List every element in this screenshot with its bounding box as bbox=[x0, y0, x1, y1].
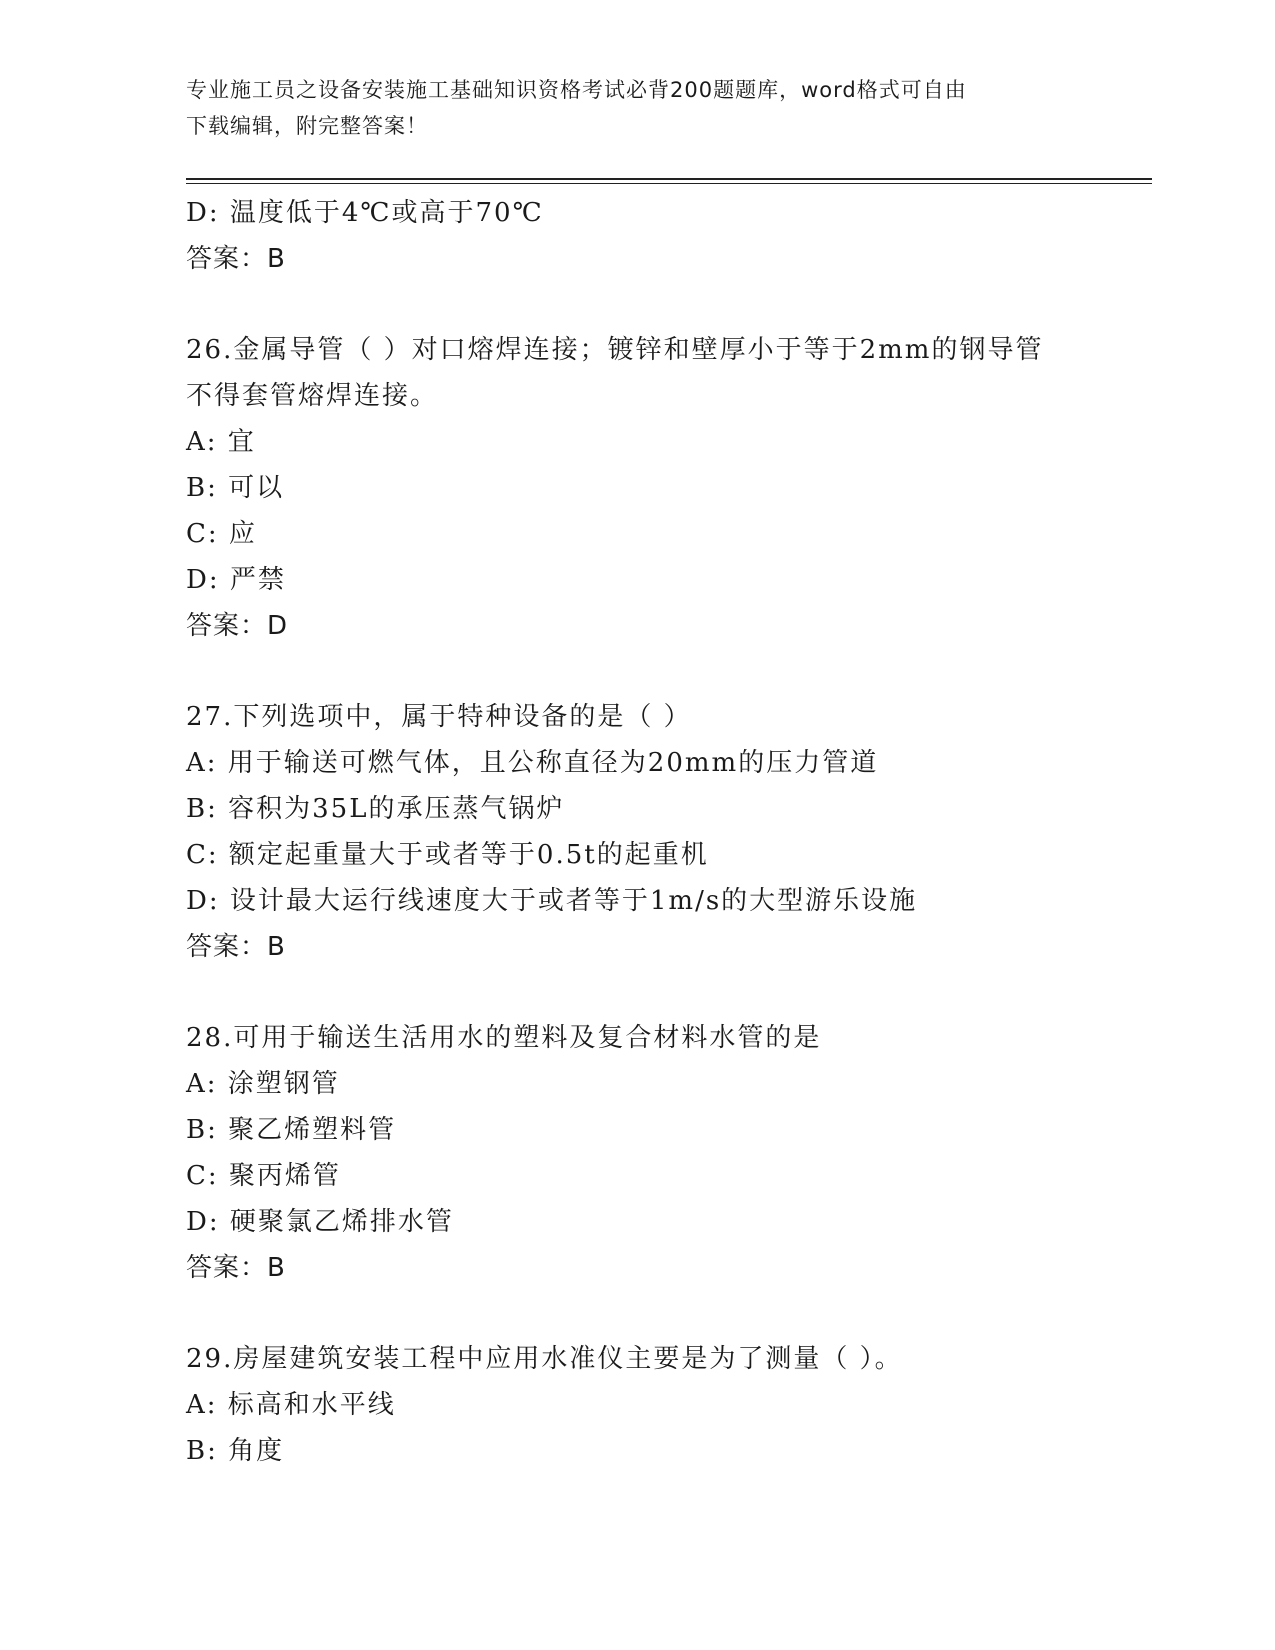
option-d: D: 硬聚氯乙烯排水管 bbox=[186, 1207, 454, 1237]
option-a: A: 涂塑钢管 bbox=[186, 1069, 340, 1099]
option-c: C: 聚丙烯管 bbox=[186, 1161, 341, 1191]
question-stem: 26.金属导管（ ）对口熔焊连接；镀锌和壁厚小于等于2mm的钢导管 bbox=[186, 335, 1044, 365]
page-header bbox=[186, 72, 1066, 144]
option-a: A: 宜 bbox=[186, 427, 256, 457]
spacer bbox=[186, 282, 1146, 327]
option-a: A: 用于输送可燃气体，且公称直径为20mm的压力管道 bbox=[186, 748, 879, 778]
question-29 bbox=[186, 1336, 1146, 1474]
option-d: D: 设计最大运行线速度大于或者等于1m/s的大型游乐设施 bbox=[186, 886, 918, 916]
option-d: D: 严禁 bbox=[186, 565, 286, 595]
spacer bbox=[186, 649, 1146, 694]
option-b: B: 容积为35L的承压蒸气锅炉 bbox=[186, 794, 565, 824]
answer: 答案：B bbox=[186, 244, 286, 274]
question-27 bbox=[186, 694, 1146, 970]
question-26 bbox=[186, 327, 1146, 649]
question-stem: 29.房屋建筑安装工程中应用水准仪主要是为了测量（ ）。 bbox=[186, 1344, 903, 1374]
question-28 bbox=[186, 1015, 1146, 1291]
header-line-2: 下载编辑，附完整答案！ bbox=[186, 114, 428, 138]
question-stem-continued: 不得套管熔焊连接。 bbox=[186, 381, 439, 411]
option-a: A: 标高和水平线 bbox=[186, 1390, 396, 1420]
option-b: B: 角度 bbox=[186, 1436, 285, 1466]
answer: 答案：D bbox=[186, 611, 289, 641]
header-line-1: 专业施工员之设备安装施工基础知识资格考试必背200题题库，word格式可自由 bbox=[186, 78, 967, 102]
answer: 答案：B bbox=[186, 1253, 286, 1283]
spacer bbox=[186, 1291, 1146, 1336]
option-b: B: 可以 bbox=[186, 473, 285, 503]
spacer bbox=[186, 970, 1146, 1015]
option-c: C: 额定起重量大于或者等于0.5t的起重机 bbox=[186, 840, 709, 870]
header-rule-thick bbox=[186, 178, 1152, 180]
header-rule-thin bbox=[186, 183, 1152, 184]
option-c: C: 应 bbox=[186, 519, 257, 549]
option-d: D: 温度低于4℃或高于70℃ bbox=[186, 198, 544, 228]
question-stem: 28.可用于输送生活用水的塑料及复合材料水管的是 bbox=[186, 1023, 822, 1053]
answer: 答案：B bbox=[186, 932, 286, 962]
option-b: B: 聚乙烯塑料管 bbox=[186, 1115, 397, 1145]
question-25-tail bbox=[186, 190, 1146, 282]
question-list bbox=[186, 190, 1146, 1474]
question-stem: 27.下列选项中，属于特种设备的是（ ） bbox=[186, 702, 692, 732]
